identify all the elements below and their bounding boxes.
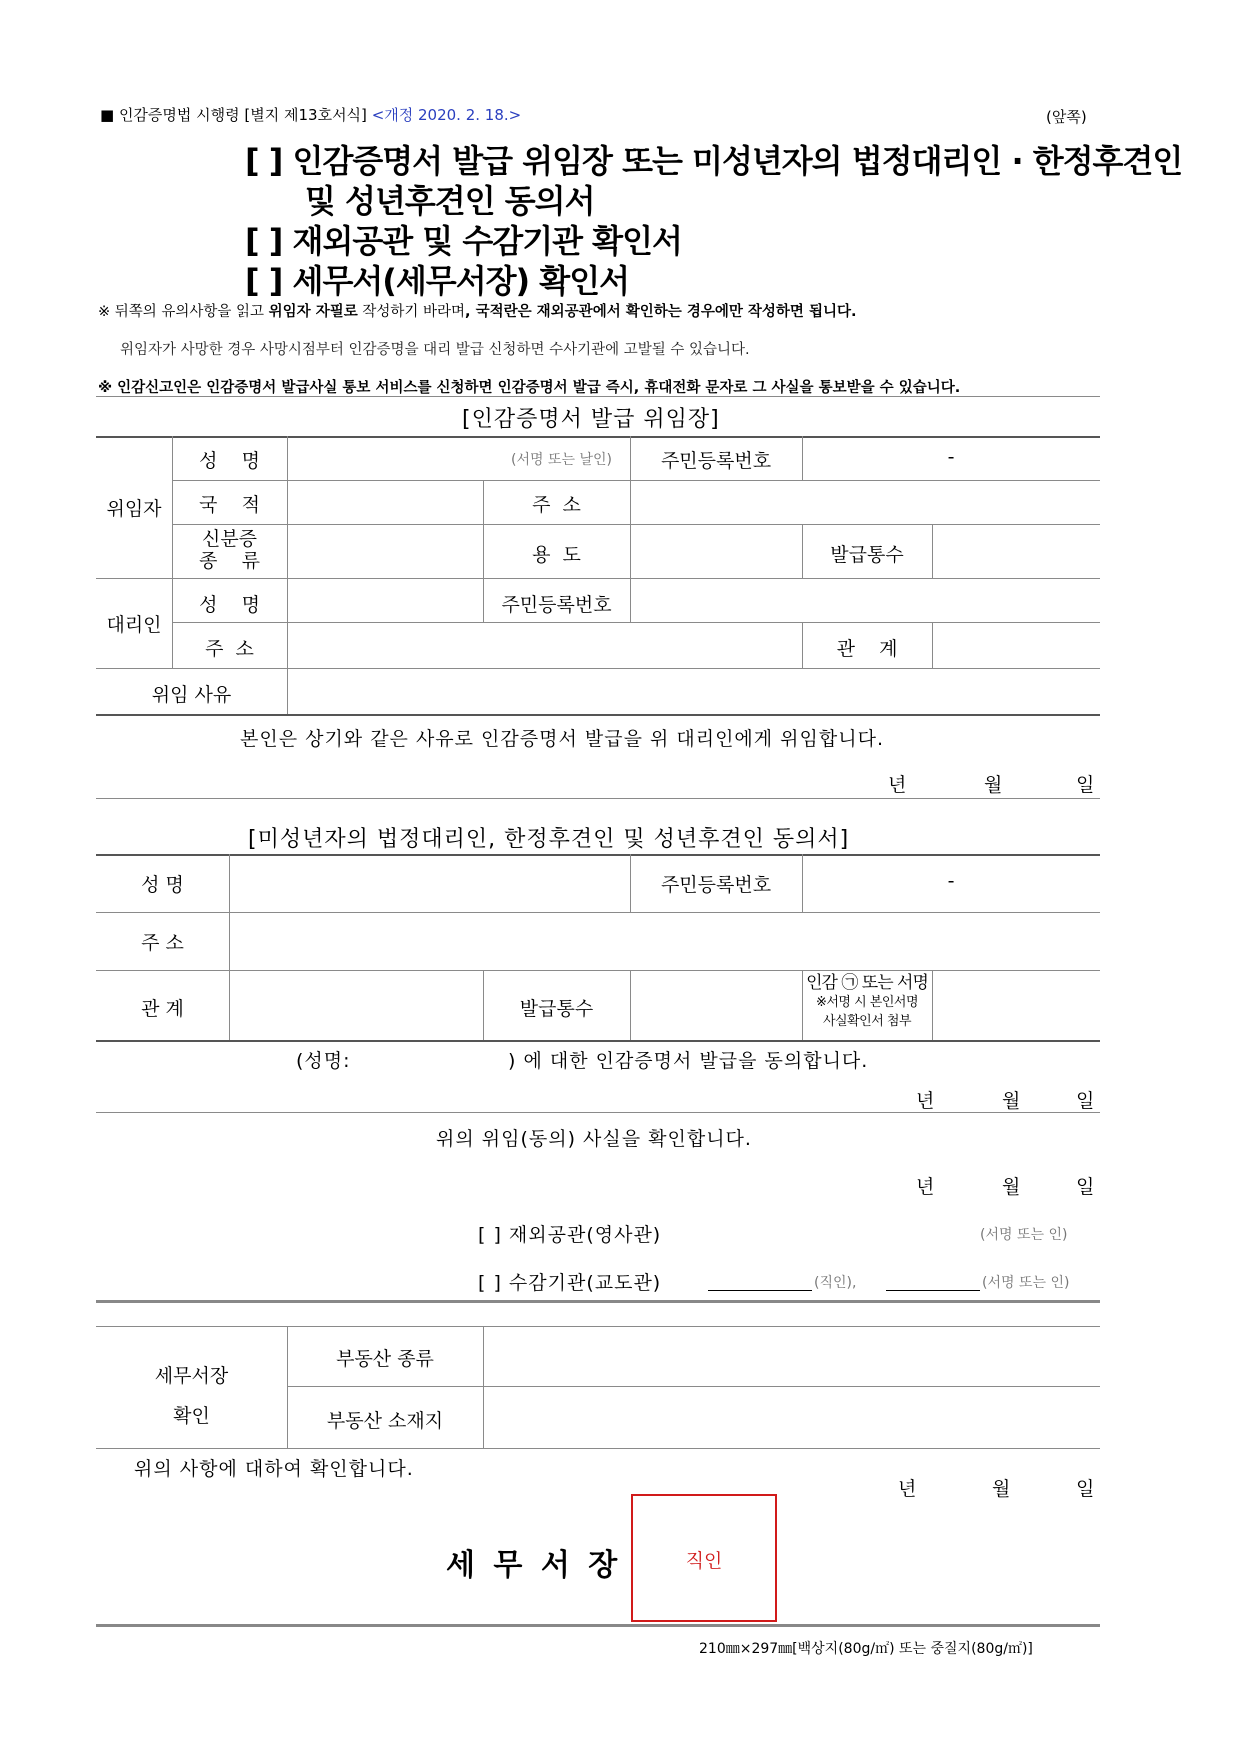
confirmation-statement: 위의 위임(동의) 사실을 확인합니다.	[436, 1128, 752, 1150]
seal-or-sign-label: 인감 ㉠ 또는 서명 ※서명 시 본인서명 사실확인서 첨부	[806, 973, 928, 1029]
tax-date-month: 월	[992, 1478, 1012, 1500]
note-3: ※ 인감신고인은 인감증명서 발급사실 통보 서비스를 신청하면 인감증명서 발급 즉시, 휴대전화 문자로 그 사실을 통보받을 수 있습니다.	[98, 380, 961, 396]
delegator-name-label: 성 명	[199, 450, 260, 472]
tax-date-day: 일	[1076, 1478, 1096, 1500]
consent-copies-label: 발급통수	[519, 998, 594, 1020]
rrn-dash: -	[947, 446, 955, 468]
tax-statement: 위의 사항에 대하여 확인합니다.	[134, 1458, 414, 1480]
consent-rrn-dash: -	[947, 870, 955, 892]
delegation-date-month: 월	[984, 774, 1004, 796]
property-type-field[interactable]	[488, 1330, 1096, 1384]
title-line-3: [ ] 재외공관 및 수감기관 확인서	[245, 222, 682, 260]
purpose-field[interactable]	[634, 528, 799, 576]
tax-date-year: 년	[898, 1478, 918, 1500]
delegator-address-field[interactable]	[634, 484, 1096, 522]
form-reference: ■ 인감증명법 시행령 [별지 제13호서식] <개정 2020. 2. 18.>	[100, 106, 522, 124]
page-side-label: (앞쪽)	[1046, 108, 1087, 126]
consent-date-month: 월	[1002, 1090, 1022, 1112]
title-line-1: [ ] 인감증명서 발급 위임장 또는 미성년자의 법정대리인 · 한정후견인	[245, 142, 1183, 180]
section-title-delegation: [인감증명서 발급 위임장]	[462, 407, 720, 432]
copies-field[interactable]	[936, 528, 1096, 576]
prison-officer-sign-field[interactable]	[886, 1266, 980, 1290]
confirmation-date-day: 일	[1076, 1176, 1096, 1198]
property-type-label: 부동산 종류	[336, 1348, 434, 1370]
consent-copies-field[interactable]	[634, 974, 799, 1038]
sign-hint: (서명 또는 날인)	[511, 452, 612, 468]
consent-relation-label: 관 계	[141, 998, 184, 1020]
delegator-rrn-label: 주민등록번호	[660, 450, 772, 472]
reason-field[interactable]	[292, 672, 1096, 712]
property-location-field[interactable]	[488, 1390, 1096, 1446]
property-location-label: 부동산 소재지	[326, 1410, 444, 1432]
consent-relation-field[interactable]	[234, 974, 480, 1038]
agent-label: 대리인	[106, 614, 162, 636]
confirmation-date-month: 월	[1002, 1176, 1022, 1198]
section-title-consent: [미성년자의 법정대리인, 한정후견인 및 성년후견인 동의서]	[248, 827, 850, 852]
delegation-statement: 본인은 상기와 같은 사유로 인감증명서 발급을 위 대리인에게 위임합니다.	[240, 728, 884, 750]
title-line-2: 및 성년후견인 동의서	[305, 182, 595, 220]
consent-rrn-label: 주민등록번호	[660, 874, 772, 896]
revision-date: <개정 2020. 2. 18.>	[371, 106, 522, 124]
consent-seal-field[interactable]	[936, 974, 1096, 1038]
note-2: 위임자가 사망한 경우 사망시점부터 인감증명을 대리 발급 신청하면 수사기관에 고발될 수 있습니다.	[120, 342, 750, 358]
copies-label: 발급통수	[830, 544, 904, 566]
agent-rrn-field[interactable]	[634, 582, 1096, 620]
id-type-field[interactable]	[292, 528, 480, 576]
embassy-sign-hint: (서명 또는 인)	[980, 1227, 1068, 1243]
official-seal-label: 직인	[685, 1550, 723, 1572]
delegation-date-day: 일	[1076, 774, 1096, 796]
agent-name-label: 성 명	[199, 594, 260, 616]
relation-label: 관 계	[836, 638, 898, 660]
agent-address-label: 주 소	[205, 638, 254, 660]
confirmation-date-year: 년	[916, 1176, 936, 1198]
prison-seal-hint: (직인),	[814, 1275, 857, 1291]
note-1: ※ 뒤쪽의 유의사항을 읽고 위임자 자필로 작성하기 바라며, 국적란은 재외공관에서 확인하는 경우에만 작성하면 됩니다.	[98, 304, 857, 320]
paper-spec: 210㎜×297㎜[백상지(80g/㎡) 또는 중질지(80g/㎡)]	[699, 1641, 1033, 1657]
prison-officer-seal-field[interactable]	[708, 1266, 812, 1290]
consent-date-day: 일	[1076, 1090, 1096, 1112]
purpose-label: 용 도	[532, 544, 581, 566]
nationality-field[interactable]	[292, 484, 480, 522]
consent-address-label: 주 소	[141, 932, 184, 954]
delegation-date-year: 년	[888, 774, 908, 796]
tax-chief-title: 세 무 서 장	[446, 1548, 622, 1583]
consent-address-field[interactable]	[234, 916, 1096, 968]
delegator-address-label: 주 소	[532, 494, 581, 516]
prison-sign-hint: (서명 또는 인)	[982, 1275, 1070, 1291]
consent-statement: ) 에 대한 인감증명서 발급을 동의합니다.	[508, 1050, 869, 1072]
nationality-label: 국 적	[199, 494, 260, 516]
prison-checkbox-label[interactable]: [ ] 수감기관(교도관)	[478, 1272, 662, 1294]
agent-rrn-label: 주민등록번호	[501, 594, 612, 616]
agent-address-field[interactable]	[292, 626, 798, 666]
consent-statement-prefix: (성명:	[296, 1050, 351, 1072]
reason-label: 위임 사유	[151, 684, 232, 706]
relation-field[interactable]	[936, 626, 1096, 666]
consent-name-label: 성 명	[141, 874, 184, 896]
consent-date-year: 년	[916, 1090, 936, 1112]
consent-name-field[interactable]	[234, 858, 626, 910]
agent-name-field[interactable]	[292, 582, 480, 620]
id-type-label: 신분증 종 류	[199, 528, 260, 572]
tax-chief-label: 세무서장 확인	[154, 1365, 229, 1427]
delegator-label: 위임자	[106, 498, 162, 520]
embassy-checkbox-label[interactable]: [ ] 재외공관(영사관)	[478, 1224, 662, 1246]
consent-subject-name-field[interactable]	[372, 1044, 502, 1070]
title-line-4: [ ] 세무서(세무서장) 확인서	[245, 262, 630, 300]
